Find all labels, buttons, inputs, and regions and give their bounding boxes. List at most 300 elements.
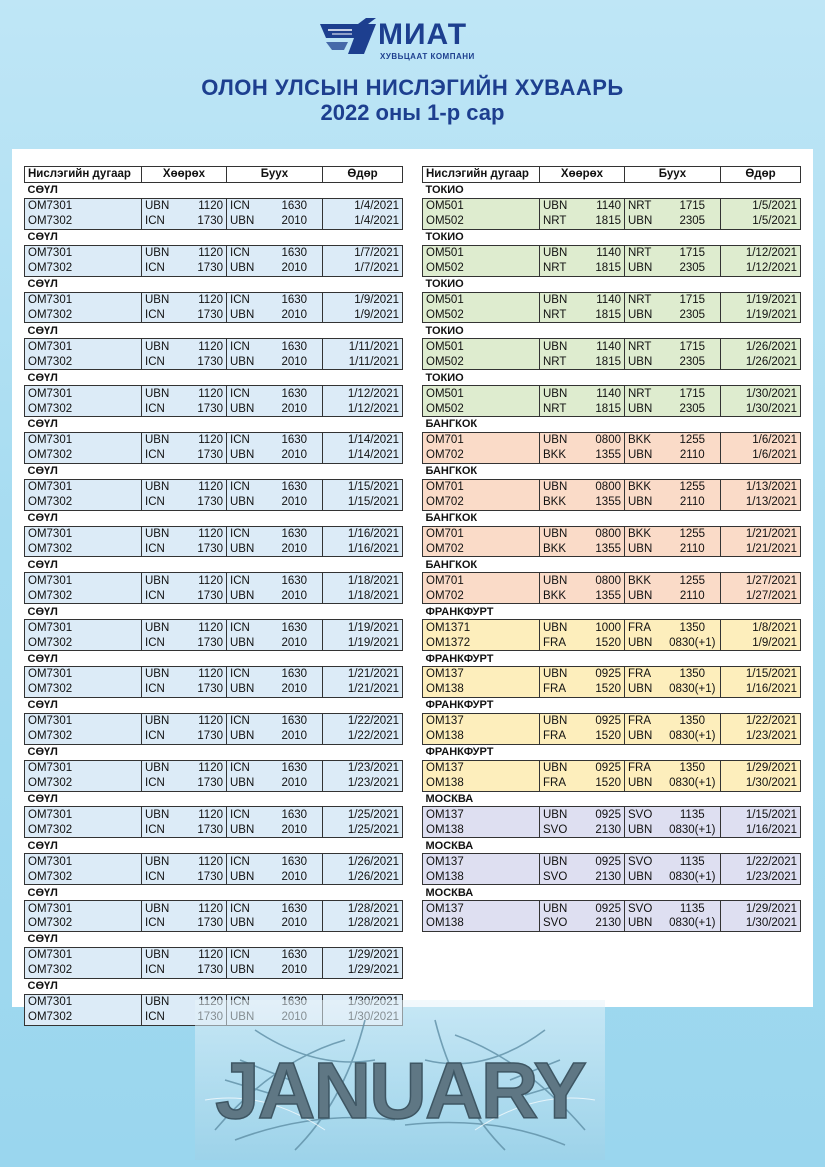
city-heading-row (25, 604, 403, 620)
city-name: СӨҮЛ (25, 651, 403, 667)
arrival-airport: BKK (625, 479, 665, 494)
departure-time: 1730 (182, 542, 227, 557)
departure-time: 1730 (182, 776, 227, 791)
flight-date: 1/12/2021 (721, 245, 801, 260)
flight-date: 1/29/2021 (323, 963, 403, 978)
departure-time: 1815 (580, 401, 625, 416)
flight-number: OM7301 (25, 760, 142, 775)
departure-airport: UBN (142, 479, 182, 494)
flight-date: 1/5/2021 (721, 214, 801, 229)
flight-number: OM7302 (25, 261, 142, 276)
departure-airport: FRA (540, 729, 580, 744)
flight-date: 1/15/2021 (323, 495, 403, 510)
flight-row (423, 776, 801, 791)
arrival-time: 1255 (665, 526, 721, 541)
city-name: ТОКИО (423, 370, 801, 386)
col-arrival: Буух (625, 167, 721, 183)
departure-airport: ICN (142, 588, 182, 603)
departure-time: 1140 (580, 245, 625, 260)
flight-number: OM502 (423, 401, 540, 416)
flight-row (25, 495, 403, 510)
arrival-time: 1255 (665, 479, 721, 494)
flight-number: OM501 (423, 198, 540, 213)
flight-date: 1/29/2021 (721, 901, 801, 916)
flight-row (423, 542, 801, 557)
arrival-airport: ICN (227, 713, 267, 728)
flight-row (25, 542, 403, 557)
city-name: ТОКИО (423, 276, 801, 292)
flight-date: 1/19/2021 (721, 292, 801, 307)
flight-row (423, 307, 801, 322)
arrival-time: 2010 (267, 682, 323, 697)
arrival-airport: UBN (625, 214, 665, 229)
arrival-time: 1630 (267, 245, 323, 260)
arrival-time: 2305 (665, 307, 721, 322)
flight-row (423, 495, 801, 510)
departure-airport: UBN (540, 245, 580, 260)
flight-date: 1/23/2021 (323, 760, 403, 775)
flight-row (25, 916, 403, 931)
departure-airport: UBN (142, 667, 182, 682)
flight-date: 1/22/2021 (323, 713, 403, 728)
arrival-airport: ICN (227, 807, 267, 822)
departure-airport: UBN (540, 432, 580, 447)
arrival-time: 1350 (665, 667, 721, 682)
arrival-time: 1630 (267, 386, 323, 401)
city-name: СӨҮЛ (25, 885, 403, 901)
arrival-airport: UBN (625, 588, 665, 603)
city-heading-row (25, 978, 403, 994)
arrival-airport: UBN (625, 869, 665, 884)
departure-time: 1120 (182, 386, 227, 401)
flight-number: OM7302 (25, 635, 142, 650)
departure-airport: UBN (540, 198, 580, 213)
arrival-airport: UBN (227, 401, 267, 416)
arrival-airport: UBN (625, 682, 665, 697)
arrival-time: 2010 (267, 916, 323, 931)
arrival-time: 0830(+1) (665, 635, 721, 650)
flight-date: 1/18/2021 (323, 588, 403, 603)
departure-time: 1355 (580, 448, 625, 463)
arrival-airport: UBN (625, 354, 665, 369)
city-heading-row (423, 697, 801, 713)
flight-number: OM137 (423, 713, 540, 728)
arrival-time: 1255 (665, 573, 721, 588)
flight-row (423, 386, 801, 401)
flight-number: OM502 (423, 214, 540, 229)
departure-time: 1520 (580, 729, 625, 744)
flight-number: OM7301 (25, 713, 142, 728)
flight-number: OM138 (423, 822, 540, 837)
departure-time: 1120 (182, 901, 227, 916)
flight-row (25, 963, 403, 978)
right-schedule (422, 166, 801, 932)
flight-date: 1/22/2021 (721, 854, 801, 869)
flight-date: 1/12/2021 (323, 401, 403, 416)
flight-row (423, 261, 801, 276)
arrival-time: 1630 (267, 432, 323, 447)
arrival-time: 1350 (665, 620, 721, 635)
flight-date: 1/21/2021 (721, 542, 801, 557)
flight-number: OM138 (423, 916, 540, 931)
city-name: СӨҮЛ (25, 229, 403, 245)
flight-date: 1/8/2021 (721, 620, 801, 635)
arrival-airport: ICN (227, 479, 267, 494)
flight-date: 1/7/2021 (323, 261, 403, 276)
arrival-time: 1715 (665, 386, 721, 401)
city-heading-row (423, 744, 801, 760)
flight-row (423, 526, 801, 541)
city-heading-row (25, 182, 403, 198)
arrival-time: 1630 (267, 620, 323, 635)
left-schedule (24, 166, 403, 1026)
city-heading-row (423, 276, 801, 292)
flight-row (25, 573, 403, 588)
city-heading-row (423, 229, 801, 245)
flight-number: OM7302 (25, 542, 142, 557)
arrival-time: 1630 (267, 339, 323, 354)
departure-time: 1120 (182, 760, 227, 775)
flight-row (25, 307, 403, 322)
city-name: СӨҮЛ (25, 791, 403, 807)
flight-date: 1/22/2021 (323, 729, 403, 744)
flight-number: OM138 (423, 776, 540, 791)
departure-airport: UBN (540, 713, 580, 728)
flight-date: 1/16/2021 (323, 542, 403, 557)
flight-date: 1/15/2021 (721, 667, 801, 682)
flight-date: 1/26/2021 (721, 354, 801, 369)
flight-row (423, 479, 801, 494)
departure-airport: UBN (142, 854, 182, 869)
departure-time: 0800 (580, 526, 625, 541)
flight-date: 1/26/2021 (721, 339, 801, 354)
flight-number: OM137 (423, 901, 540, 916)
arrival-time: 1135 (665, 854, 721, 869)
departure-time: 1120 (182, 292, 227, 307)
city-name: БАНГКОК (423, 510, 801, 526)
departure-airport: ICN (142, 354, 182, 369)
arrival-time: 1715 (665, 292, 721, 307)
city-heading-row (25, 276, 403, 292)
arrival-airport: BKK (625, 432, 665, 447)
city-heading-row (423, 417, 801, 433)
arrival-airport: UBN (625, 635, 665, 650)
arrival-airport: NRT (625, 339, 665, 354)
arrival-time: 1630 (267, 667, 323, 682)
flight-date: 1/12/2021 (721, 261, 801, 276)
flight-row (25, 713, 403, 728)
arrival-airport: ICN (227, 198, 267, 213)
departure-airport: UBN (540, 854, 580, 869)
city-name: ТОКИО (423, 323, 801, 339)
arrival-time: 1630 (267, 573, 323, 588)
flight-row (25, 448, 403, 463)
departure-airport: UBN (540, 479, 580, 494)
flight-number: OM7301 (25, 901, 142, 916)
flight-row (423, 822, 801, 837)
departure-airport: SVO (540, 822, 580, 837)
arrival-airport: UBN (227, 682, 267, 697)
departure-airport: ICN (142, 635, 182, 650)
flight-row (423, 729, 801, 744)
flight-row (423, 667, 801, 682)
arrival-airport: UBN (625, 542, 665, 557)
departure-airport: NRT (540, 401, 580, 416)
flight-row (25, 776, 403, 791)
arrival-airport: UBN (625, 401, 665, 416)
flight-number: OM137 (423, 760, 540, 775)
city-heading-row (423, 510, 801, 526)
flight-number: OM7301 (25, 667, 142, 682)
arrival-airport: UBN (625, 448, 665, 463)
departure-time: 1730 (182, 822, 227, 837)
flight-row (423, 713, 801, 728)
departure-time: 1120 (182, 573, 227, 588)
departure-time: 1120 (182, 339, 227, 354)
city-name: ФРАНКФУРТ (423, 604, 801, 620)
arrival-time: 1715 (665, 339, 721, 354)
departure-airport: UBN (142, 292, 182, 307)
flight-number: OM7302 (25, 401, 142, 416)
city-name: СӨҮЛ (25, 744, 403, 760)
city-heading-row (25, 791, 403, 807)
flight-date: 1/9/2021 (323, 292, 403, 307)
departure-airport: UBN (540, 760, 580, 775)
departure-time: 1730 (182, 448, 227, 463)
arrival-airport: ICN (227, 339, 267, 354)
departure-time: 1815 (580, 307, 625, 322)
flight-number: OM7301 (25, 292, 142, 307)
city-name: СӨҮЛ (25, 463, 403, 479)
flight-date: 1/23/2021 (721, 869, 801, 884)
col-date: Өдөр (323, 167, 403, 183)
flight-number: OM1372 (423, 635, 540, 650)
city-heading-row (423, 182, 801, 198)
city-name: СӨҮЛ (25, 417, 403, 433)
arrival-time: 1630 (267, 479, 323, 494)
arrival-airport: ICN (227, 386, 267, 401)
arrival-time: 0830(+1) (665, 682, 721, 697)
flight-date: 1/15/2021 (721, 807, 801, 822)
arrival-time: 0830(+1) (665, 729, 721, 744)
arrival-airport: FRA (625, 667, 665, 682)
arrival-time: 1350 (665, 713, 721, 728)
flight-number: OM501 (423, 292, 540, 307)
departure-airport: ICN (142, 916, 182, 931)
flight-row (423, 682, 801, 697)
flight-row (25, 479, 403, 494)
departure-airport: UBN (540, 807, 580, 822)
flight-row (25, 854, 403, 869)
arrival-airport: UBN (227, 354, 267, 369)
flight-date: 1/4/2021 (323, 214, 403, 229)
flight-date: 1/19/2021 (323, 635, 403, 650)
flight-date: 1/19/2021 (721, 307, 801, 322)
flight-number: OM138 (423, 869, 540, 884)
departure-airport: BKK (540, 495, 580, 510)
departure-time: 1000 (580, 620, 625, 635)
departure-time: 1140 (580, 339, 625, 354)
flight-number: OM702 (423, 495, 540, 510)
flight-row (423, 448, 801, 463)
departure-airport: UBN (142, 901, 182, 916)
city-name: СӨҮЛ (25, 978, 403, 994)
arrival-airport: ICN (227, 901, 267, 916)
arrival-time: 2010 (267, 729, 323, 744)
departure-airport: ICN (142, 1010, 182, 1025)
city-name: СӨҮЛ (25, 182, 403, 198)
arrival-time: 0830(+1) (665, 916, 721, 931)
departure-airport: ICN (142, 542, 182, 557)
flight-row (423, 588, 801, 603)
flight-date: 1/30/2021 (721, 776, 801, 791)
flight-date: 1/5/2021 (721, 198, 801, 213)
flight-number: OM7301 (25, 386, 142, 401)
city-heading-row (25, 651, 403, 667)
departure-time: 1355 (580, 495, 625, 510)
flight-number: OM7302 (25, 963, 142, 978)
city-heading-row (25, 323, 403, 339)
flight-number: OM7301 (25, 479, 142, 494)
flight-date: 1/19/2021 (323, 620, 403, 635)
departure-airport: BKK (540, 448, 580, 463)
col-flight-number: Нислэгийн дугаар (423, 167, 540, 183)
departure-airport: UBN (142, 760, 182, 775)
flight-row (423, 901, 801, 916)
flight-date: 1/23/2021 (323, 776, 403, 791)
flight-number: OM7302 (25, 495, 142, 510)
flight-number: OM7302 (25, 869, 142, 884)
city-name: СӨҮЛ (25, 323, 403, 339)
departure-airport: NRT (540, 261, 580, 276)
arrival-time: 2010 (267, 261, 323, 276)
flight-date: 1/16/2021 (721, 822, 801, 837)
flight-number: OM7302 (25, 776, 142, 791)
departure-time: 0800 (580, 573, 625, 588)
col-departure: Хөөрөх (540, 167, 625, 183)
flight-number: OM501 (423, 245, 540, 260)
arrival-airport: UBN (227, 495, 267, 510)
flight-date: 1/30/2021 (721, 401, 801, 416)
flight-number: OM7301 (25, 807, 142, 822)
arrival-airport: SVO (625, 901, 665, 916)
departure-airport: ICN (142, 729, 182, 744)
arrival-airport: UBN (227, 869, 267, 884)
arrival-time: 2305 (665, 401, 721, 416)
departure-time: 1730 (182, 682, 227, 697)
flight-date: 1/28/2021 (323, 916, 403, 931)
departure-time: 1520 (580, 682, 625, 697)
departure-airport: UBN (142, 573, 182, 588)
flight-date: 1/11/2021 (323, 354, 403, 369)
departure-time: 2130 (580, 916, 625, 931)
arrival-airport: UBN (227, 822, 267, 837)
flight-row (25, 292, 403, 307)
flight-row (25, 760, 403, 775)
arrival-time: 0830(+1) (665, 776, 721, 791)
city-heading-row (423, 557, 801, 573)
flight-row (25, 214, 403, 229)
flight-date: 1/30/2021 (721, 916, 801, 931)
flight-date: 1/11/2021 (323, 339, 403, 354)
arrival-airport: UBN (227, 448, 267, 463)
arrival-time: 0830(+1) (665, 869, 721, 884)
arrival-airport: ICN (227, 620, 267, 635)
arrival-time: 1715 (665, 245, 721, 260)
arrival-airport: NRT (625, 386, 665, 401)
city-name: ФРАНКФУРТ (423, 651, 801, 667)
flight-number: OM702 (423, 542, 540, 557)
departure-airport: UBN (142, 198, 182, 213)
flight-date: 1/16/2021 (721, 682, 801, 697)
departure-airport: ICN (142, 963, 182, 978)
flight-row (423, 401, 801, 416)
departure-airport: UBN (142, 713, 182, 728)
departure-time: 0925 (580, 901, 625, 916)
departure-time: 1120 (182, 807, 227, 822)
flight-row (423, 214, 801, 229)
flight-row (25, 245, 403, 260)
departure-airport: UBN (142, 245, 182, 260)
flight-number: OM138 (423, 729, 540, 744)
arrival-airport: UBN (625, 776, 665, 791)
flight-date: 1/21/2021 (323, 667, 403, 682)
city-name: ФРАНКФУРТ (423, 697, 801, 713)
flight-number: OM7302 (25, 729, 142, 744)
flight-number: OM7302 (25, 448, 142, 463)
city-name: СӨҮЛ (25, 276, 403, 292)
flight-number: OM7302 (25, 307, 142, 322)
flight-date: 1/21/2021 (721, 526, 801, 541)
departure-time: 1120 (182, 620, 227, 635)
arrival-airport: UBN (227, 542, 267, 557)
city-name: ФРАНКФУРТ (423, 744, 801, 760)
departure-time: 1120 (182, 526, 227, 541)
arrival-airport: UBN (227, 307, 267, 322)
departure-time: 1730 (182, 495, 227, 510)
departure-airport: UBN (142, 620, 182, 635)
flight-date: 1/22/2021 (721, 713, 801, 728)
flight-row (25, 386, 403, 401)
arrival-airport: UBN (625, 916, 665, 931)
departure-time: 0925 (580, 667, 625, 682)
flight-number: OM7301 (25, 198, 142, 213)
flight-date: 1/9/2021 (323, 307, 403, 322)
flight-number: OM502 (423, 307, 540, 322)
departure-time: 1120 (182, 854, 227, 869)
arrival-airport: SVO (625, 854, 665, 869)
departure-airport: FRA (540, 682, 580, 697)
departure-time: 1730 (182, 635, 227, 650)
arrival-airport: UBN (227, 635, 267, 650)
city-heading-row (423, 323, 801, 339)
departure-airport: UBN (142, 432, 182, 447)
flight-number: OM137 (423, 667, 540, 682)
city-heading-row (25, 931, 403, 947)
city-heading-row (423, 885, 801, 901)
flight-number: OM7301 (25, 245, 142, 260)
departure-time: 1520 (580, 776, 625, 791)
departure-time: 1730 (182, 588, 227, 603)
arrival-time: 1135 (665, 807, 721, 822)
flight-row (25, 667, 403, 682)
schedule-table-right (422, 166, 801, 932)
flight-number: OM501 (423, 339, 540, 354)
departure-airport: UBN (142, 807, 182, 822)
flight-date: 1/9/2021 (721, 635, 801, 650)
departure-time: 0800 (580, 479, 625, 494)
arrival-time: 2305 (665, 354, 721, 369)
